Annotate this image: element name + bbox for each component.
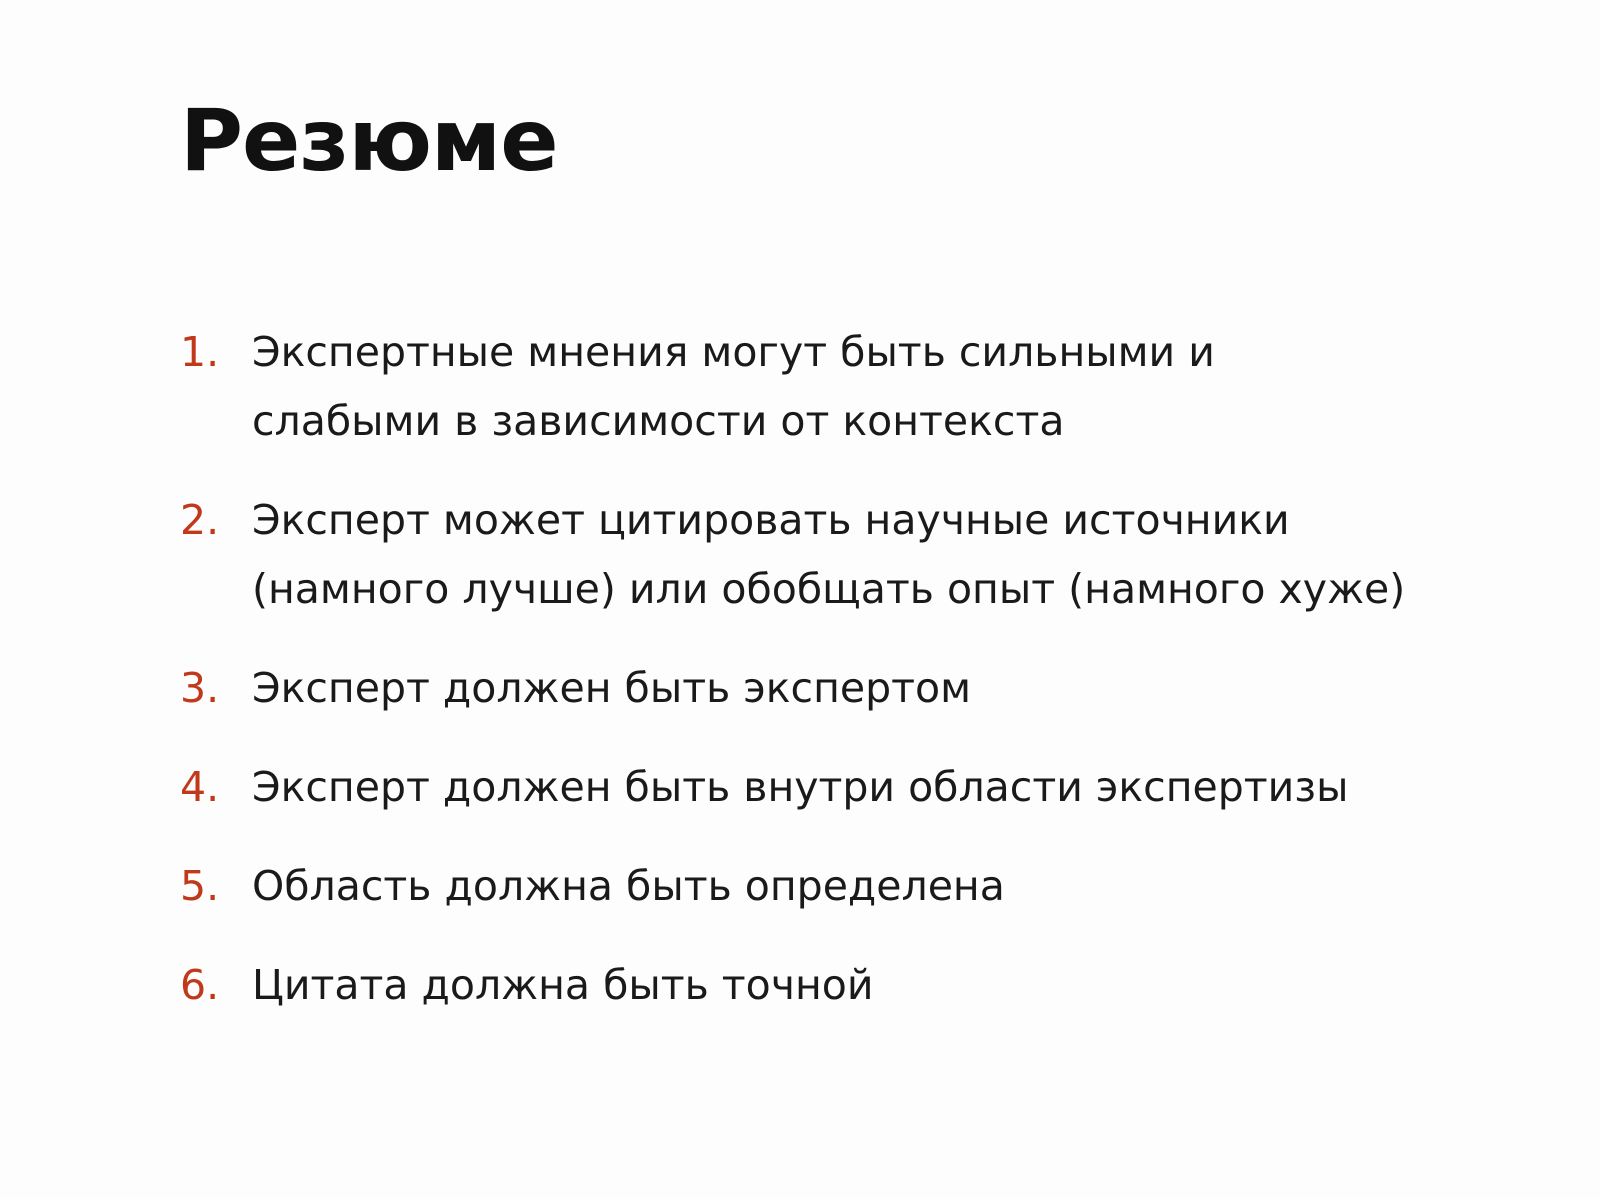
list-item-text-line: Область должна быть определена <box>252 862 1005 910</box>
list-item-number: 2. <box>180 496 220 544</box>
list-item-text-line: Эксперт должен быть экспертом <box>252 664 972 712</box>
list-item-text-line: слабыми в зависимости от контекста <box>252 397 1065 445</box>
list-item-text-line: Эксперт может цитировать научные источники <box>252 496 1290 544</box>
list-item <box>180 753 1520 822</box>
list-item-number: 6. <box>180 961 220 1009</box>
list-item <box>180 654 1520 723</box>
list-item-number: 5. <box>180 862 220 910</box>
list-item <box>180 486 1520 624</box>
list-item-number: 3. <box>180 664 220 712</box>
summary-list <box>180 318 1520 1050</box>
list-item-text-line: Эксперт должен быть внутри области экспертизы <box>252 763 1349 811</box>
list-item <box>180 951 1520 1020</box>
list-item-number: 4. <box>180 763 220 811</box>
list-item <box>180 852 1520 921</box>
list-item-text-line: (намного лучше) или обобщать опыт (намного хуже) <box>252 565 1406 613</box>
list-item-text-line: Цитата должна быть точной <box>252 961 874 1009</box>
slide-title: Резюме <box>180 91 558 191</box>
list-item <box>180 318 1520 456</box>
list-item-text-line: Экспертные мнения могут быть сильными и <box>252 328 1215 376</box>
list-item-number: 1. <box>180 328 220 376</box>
